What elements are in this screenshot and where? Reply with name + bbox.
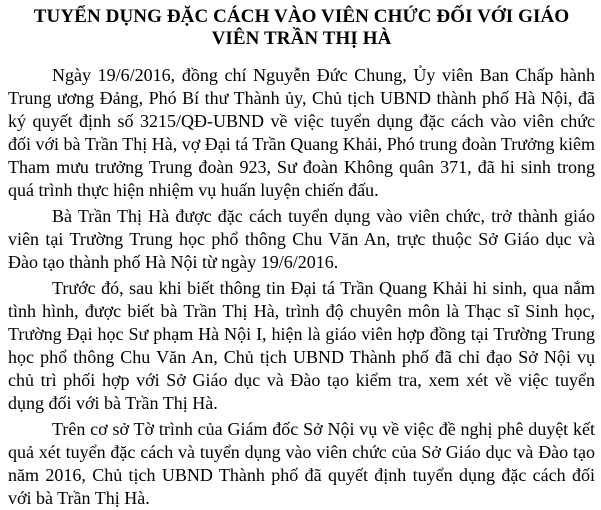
article-paragraph-1: Ngày 19/6/2016, đồng chí Nguyễn Đức Chung, Ủy viên Ban Chấp hành Trung ương Đảng, Phó Bí thư Thành ủy, Chủ tịch UBND thành phố Hà Nội, đã ký quyết định số 3215/QĐ-UBND về việc tuyển dụng đặc cách vào viên chức đối với bà Trần Thị Hà, vợ Đại tá Trần Quang Khải, Phó trung đoàn Trưởng kiêm Tham mưu trưởng Trung đoàn 923, Sư đoàn Không quân 371, đã hi sinh trong quá trình thực hiện nhiệm vụ huấn luyện chiến đấu. bbox=[8, 65, 595, 200]
article-paragraph-2: Bà Trần Thị Hà được đặc cách tuyển dụng vào viên chức, trở thành giáo viên tại Trường Trung học phổ thông Chu Văn An, trực thuộc Sở Giáo dục và Đào tạo thành phố Hà Nội từ ngày 19/6/2016. bbox=[8, 206, 595, 272]
article-paragraph-4: Trên cơ sở Tờ trình của Giám đốc Sở Nội vụ về việc đề nghị phê duyệt kết quả xét tuyển đặc cách và tuyển dụng vào viên chức của Sở Giáo dục và Đào tạo năm 2016, Chủ tịch UBND Thành phố đã quyết định tuyển dụng đặc cách đối với bà Trần Thị Hà. bbox=[8, 419, 595, 508]
article-title: TUYỂN DỤNG ĐẶC CÁCH VÀO VIÊN CHỨC ĐỐI VỚI GIÁO VIÊN TRẦN THỊ HÀ bbox=[33, 6, 570, 49]
article-paragraph-3: Trước đó, sau khi biết thông tin Đại tá Trần Quang Khải hi sinh, qua nắm tình hình, được biết bà Trần Thị Hà, trình độ chuyên môn là Thạc sĩ Sinh học, Trường Đại học Sư phạm Hà Nội I, hiện là giáo viên hợp đồng tại Trường Trung học phổ thông Chu Văn An, Chủ tịch UBND Thành phố đã chỉ đạo Sở Nội vụ chủ trì phối hợp với Sở Giáo dục và Đào tạo kiểm tra, xem xét về việc tuyển dụng đối với bà Trần Thị Hà. bbox=[8, 278, 595, 413]
